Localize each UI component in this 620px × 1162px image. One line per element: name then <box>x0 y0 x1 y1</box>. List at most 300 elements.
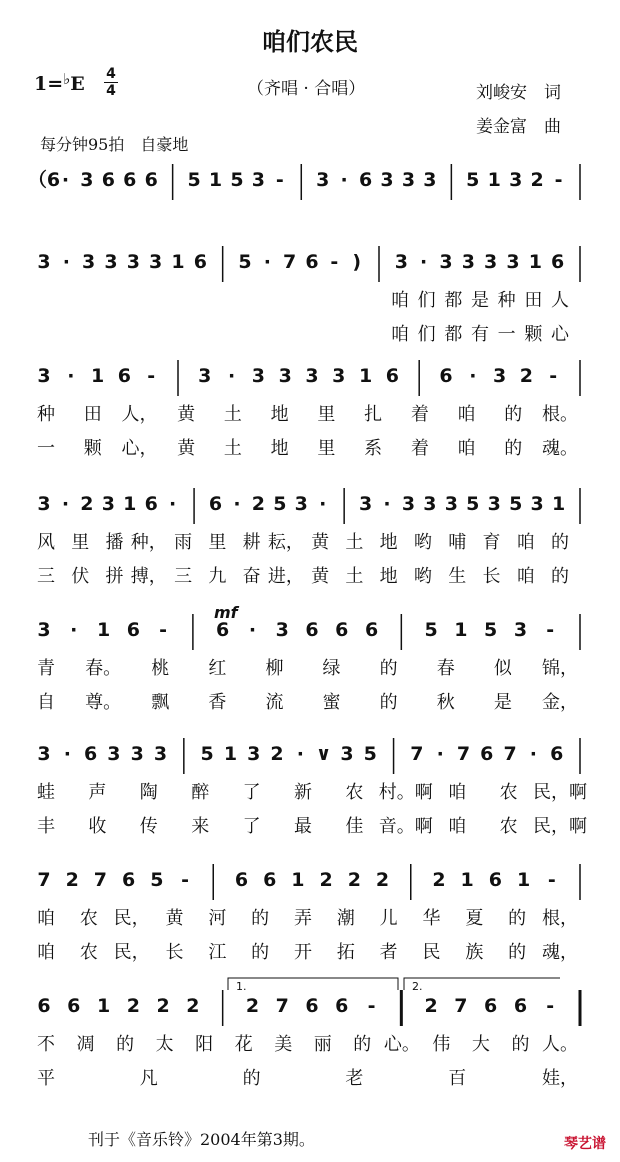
lyric-verse2: 百 <box>448 1068 467 1089</box>
volta-second-bracket <box>404 978 560 990</box>
note: 3 <box>332 365 346 387</box>
note: 3 <box>153 743 168 765</box>
note: - <box>546 619 555 641</box>
lyric-verse1: 的 <box>504 404 523 425</box>
note: · <box>70 619 78 641</box>
note: · <box>469 365 477 387</box>
note: 7 <box>410 743 424 765</box>
note: 5 <box>484 619 498 641</box>
lyric-verse1: 河 <box>208 908 227 929</box>
note: 6 <box>193 251 207 273</box>
lyric-verse2: 丰 <box>37 816 55 837</box>
lyric-verse2: 民，啊 <box>533 816 587 837</box>
lyric-verse1: 蛙 <box>37 782 55 803</box>
note: （6 <box>27 169 61 191</box>
note: 6 <box>335 995 349 1017</box>
note: · <box>248 619 257 641</box>
note: 3 <box>198 365 212 387</box>
lyric-verse2: 农 <box>79 942 98 963</box>
note: 3 <box>401 169 416 191</box>
lyric-verse2: 音。啊 <box>378 816 433 837</box>
lyric-verse1: 里 <box>71 532 90 553</box>
note: - <box>549 365 558 387</box>
lyric-verse2: 的 <box>251 942 270 963</box>
lyric-verse1: 青 <box>37 658 55 679</box>
note: 1 <box>171 251 185 273</box>
note: 1 <box>551 493 566 515</box>
note: 5 <box>424 619 438 641</box>
note: 3 <box>37 365 51 387</box>
note: 6 <box>144 169 158 191</box>
note: 1 <box>96 619 111 641</box>
note: 1 <box>487 169 501 191</box>
note: 3 <box>37 493 51 515</box>
lyric-verse2: 地 <box>270 438 289 459</box>
note: 3 <box>492 365 507 387</box>
page-title: 咱们农民 <box>262 27 358 56</box>
lyric-verse1: 弄 <box>294 908 312 929</box>
lyric-verse1: 农 <box>345 782 364 803</box>
lyric-verse1: 种 <box>37 404 55 425</box>
note: 5 <box>150 869 164 891</box>
lyric-verse2: 蜜 <box>322 692 341 713</box>
note: 3 <box>80 169 94 191</box>
lyric-verse1: 人 <box>551 290 569 311</box>
note: 6 <box>305 251 319 273</box>
lyric-verse1: 风 <box>37 532 55 553</box>
note: 7 <box>503 743 517 765</box>
lyric-verse2: 们 <box>417 324 436 345</box>
lyric-verse2: 魂， <box>542 942 578 963</box>
note: 3 <box>444 493 458 515</box>
lyric-verse2: 三 <box>174 566 193 587</box>
lyric-verse2: 咱 <box>391 324 409 345</box>
note: · <box>233 493 241 515</box>
lyric-verse2: 来 <box>191 816 210 837</box>
lyric-verse2: 着 <box>410 438 429 459</box>
note: · <box>61 493 70 515</box>
lyric-verse2: 佳 <box>345 816 364 837</box>
lyric-verse1: 伟 <box>432 1034 451 1055</box>
lyric-verse1: 桃 <box>151 658 170 679</box>
note: 3 <box>509 169 523 191</box>
lyric-verse1: 心。 <box>383 1034 420 1055</box>
note: 6 <box>488 869 502 891</box>
note: 3 <box>305 365 319 387</box>
note: 2 <box>251 493 266 515</box>
note: 3 <box>340 743 354 765</box>
lyric-verse2: 九 <box>208 566 227 587</box>
note: 6 <box>208 493 223 515</box>
lyric-verse1: 新 <box>294 782 312 803</box>
note: 2 <box>126 995 140 1017</box>
lyric-verse2: 土 <box>345 566 364 587</box>
publication-note: 刊于《音乐铃》2004年第3期。 <box>88 1130 315 1149</box>
note: 3 <box>487 493 501 515</box>
lyric-verse2: 颗 <box>83 438 102 459</box>
note: 6 <box>117 365 132 387</box>
lyric-verse1: 美 <box>274 1034 293 1055</box>
lyric-verse1: 的 <box>379 658 398 679</box>
lyric-verse2: 自 <box>37 692 55 713</box>
lyric-verse1: 里 <box>208 532 227 553</box>
lyric-verse2: 民， <box>113 942 150 963</box>
note: 6 <box>305 995 319 1017</box>
lyric-verse1: 陶 <box>139 782 158 803</box>
note: 2 <box>186 995 200 1017</box>
note: ) <box>352 251 362 273</box>
note: 1 <box>208 169 223 191</box>
note: 6 <box>83 743 98 765</box>
note: · <box>169 493 177 515</box>
note: 1 <box>291 869 305 891</box>
note: 2 <box>432 869 446 891</box>
note: - <box>181 869 189 891</box>
lyric-verse2: 的 <box>379 692 398 713</box>
lyric-verse2: 土 <box>223 438 242 459</box>
note: 3 <box>126 251 140 273</box>
time-bottom: 4 <box>106 83 116 99</box>
note: 3 <box>278 365 292 387</box>
lyric-verse1: 大 <box>471 1034 490 1055</box>
lyric-verse2: 流 <box>265 692 284 713</box>
lyric-verse2: 奋 <box>242 566 261 587</box>
lyric-verse2: 一 <box>37 438 55 459</box>
note: 6 <box>551 251 565 273</box>
note: 3 <box>294 493 308 515</box>
note: 2 <box>375 869 390 891</box>
lyric-verse2: 了 <box>242 816 261 837</box>
lyric-verse2: 哟 <box>413 566 432 587</box>
lyric-verse1: 种 <box>497 290 516 311</box>
note: 3 <box>513 619 528 641</box>
lyric-verse1: 着 <box>410 404 429 425</box>
lyric-verse2: 长 <box>482 566 501 587</box>
lyric-verse2: 凡 <box>139 1068 158 1089</box>
lyric-verse2: 的 <box>242 1068 261 1089</box>
note: - <box>546 995 555 1017</box>
lyric-verse1: 绿 <box>322 658 341 679</box>
lyric-verse1: 潮 <box>336 908 355 929</box>
note: 6 <box>513 995 528 1017</box>
lyric-verse1: 们 <box>417 290 436 311</box>
note: 6 <box>385 365 400 387</box>
lyric-verse1: 似 <box>493 658 512 679</box>
lyric-verse2: 族 <box>465 942 484 963</box>
volta-first-bracket <box>228 978 398 990</box>
lyric-verse1: 儿 <box>379 908 398 929</box>
note: 3 <box>37 619 51 641</box>
lyric-verse2: 系 <box>364 438 383 459</box>
lyric-verse1: 农 <box>499 782 518 803</box>
note: · <box>436 743 444 765</box>
lyric-verse2: 尊。 <box>85 692 122 713</box>
note: · <box>383 493 391 515</box>
lyric-verse1: 醉 <box>191 782 210 803</box>
lyric-verse1: 凋 <box>76 1034 95 1055</box>
lyric-verse2: 飘 <box>151 692 170 713</box>
note: - <box>275 169 284 191</box>
lyric-verse2: 生 <box>448 566 467 587</box>
note: 3 <box>37 251 51 273</box>
brand-logo: 琴艺谱 <box>564 1136 606 1152</box>
note: 3 <box>149 251 163 273</box>
note: 1 <box>96 995 111 1017</box>
lyricist-credit: 刘峻安 词 <box>476 83 561 103</box>
lyric-verse2: 娃， <box>542 1068 578 1089</box>
lyric-verse1: 育 <box>482 532 501 553</box>
note: 6 <box>550 743 564 765</box>
note: 6 <box>305 619 319 641</box>
lyric-verse2: 农 <box>499 816 518 837</box>
note: 3 <box>380 169 394 191</box>
time-top: 4 <box>106 66 116 82</box>
note: · <box>61 169 70 191</box>
note: 3 <box>484 251 498 273</box>
note: 1 <box>528 251 542 273</box>
note: 3 <box>107 743 121 765</box>
lyric-verse1: 华 <box>422 908 441 929</box>
note: 5 <box>273 493 287 515</box>
lyric-verse2: 民 <box>422 942 441 963</box>
lyric-verse1: 种， <box>130 532 167 553</box>
lyric-verse1: 了 <box>242 782 261 803</box>
lyric-verse2: 秋 <box>436 692 455 713</box>
lyric-verse1: 民， <box>113 908 150 929</box>
note: 7 <box>454 995 468 1017</box>
note: - <box>367 995 376 1017</box>
note: 1 <box>460 869 474 891</box>
note: 6 <box>439 365 453 387</box>
note: 6 <box>480 743 494 765</box>
note: 6 <box>234 869 249 891</box>
lyric-verse1: 地 <box>379 532 398 553</box>
lyric-verse1: 黄 <box>177 404 196 425</box>
lyric-verse2: 咱 <box>516 566 535 587</box>
note: 5 <box>230 169 244 191</box>
note: 2 <box>519 365 534 387</box>
note: 2 <box>65 869 79 891</box>
lyric-verse1: 柳 <box>265 658 284 679</box>
lyric-verse2: 黄 <box>177 438 196 459</box>
note: 3 <box>394 251 408 273</box>
lyric-verse2: 拓 <box>336 942 355 963</box>
note: 2 <box>347 869 361 891</box>
note: 5 <box>187 169 201 191</box>
lyric-verse2: 收 <box>88 816 107 837</box>
lyric-verse2: 三 <box>37 566 55 587</box>
lyric-verse1: 的 <box>511 1034 530 1055</box>
note: · <box>296 743 304 765</box>
note: 6 <box>37 995 51 1017</box>
lyric-verse1: 人， <box>121 404 158 425</box>
lyric-verse1: 地 <box>270 404 289 425</box>
note: 3 <box>251 169 266 191</box>
note: 3 <box>101 493 115 515</box>
lyric-verse2: 长 <box>165 942 184 963</box>
note: 2 <box>424 995 438 1017</box>
lyric-verse1: 的 <box>116 1034 135 1055</box>
lyric-verse1: 丽 <box>313 1034 332 1055</box>
lyric-verse2: 魂。 <box>542 438 578 459</box>
lyric-verse1: 夏 <box>465 908 484 929</box>
lyric-verse2: 传 <box>139 816 158 837</box>
note: 3 <box>316 169 330 191</box>
lyric-verse2: 最 <box>294 816 312 837</box>
note: 6 <box>484 995 498 1017</box>
note: 1 <box>454 619 468 641</box>
note: 5 <box>509 493 523 515</box>
note: · <box>263 251 271 273</box>
lyric-verse2: 心， <box>121 438 158 459</box>
note: 2 <box>245 995 260 1017</box>
note: 6 <box>216 619 230 641</box>
flat-symbol: ♭ <box>63 70 71 88</box>
lyric-verse1: 咱 <box>37 908 55 929</box>
note: 5 <box>466 169 480 191</box>
key-prefix: 1= <box>34 73 64 95</box>
lyric-verse2: 颗 <box>524 324 543 345</box>
lyric-verse2: 老 <box>345 1068 364 1089</box>
note: 3 <box>461 251 475 273</box>
note: 3 <box>130 743 144 765</box>
note: 2 <box>319 869 333 891</box>
note: 5 <box>200 743 214 765</box>
note: 3 <box>401 493 416 515</box>
note: 6 <box>144 493 158 515</box>
note: 3 <box>104 251 118 273</box>
lyric-verse2: 进， <box>267 566 304 587</box>
lyric-verse2: 的 <box>508 942 527 963</box>
note: - <box>330 251 339 273</box>
note: 3 <box>530 493 544 515</box>
lyric-verse1: 的 <box>353 1034 372 1055</box>
lyric-verse1: 咱 <box>457 404 476 425</box>
lyric-verse2: 咱 <box>448 816 467 837</box>
lyric-verse2: 里 <box>317 438 336 459</box>
lyric-verse1: 声 <box>88 782 107 803</box>
lyric-verse1: 花 <box>234 1034 253 1055</box>
lyric-verse2: 的 <box>551 566 569 587</box>
note: 7 <box>283 251 297 273</box>
note: 6 <box>364 619 379 641</box>
lyric-verse1: 田 <box>83 404 102 425</box>
lyric-verse2: 开 <box>294 942 312 963</box>
note: - <box>547 869 556 891</box>
lyric-verse1: 是 <box>471 290 489 311</box>
lyric-verse1: 咱 <box>516 532 535 553</box>
note: · <box>67 365 75 387</box>
lyric-verse1: 黄 <box>311 532 330 553</box>
lyric-verse1: 村。啊 <box>378 782 433 803</box>
note: 1 <box>516 869 531 891</box>
note: ∨ <box>315 743 332 765</box>
note: 2 <box>156 995 170 1017</box>
lyric-verse2: 香 <box>208 692 227 713</box>
lyric-verse1: 红 <box>208 658 227 679</box>
note: 3 <box>423 493 437 515</box>
lyric-verse1: 不 <box>37 1034 55 1055</box>
note: 6 <box>335 619 349 641</box>
key-letter: E <box>70 73 85 95</box>
note: 2 <box>80 493 94 515</box>
note: 1 <box>90 365 105 387</box>
note: · <box>319 493 327 515</box>
note: 6 <box>123 169 137 191</box>
note: 3 <box>439 251 453 273</box>
tempo-marking: 每分钟95拍 自豪地 <box>40 135 189 154</box>
note: 2 <box>530 169 544 191</box>
note: 5 <box>466 493 480 515</box>
volta-first-label: 1. <box>236 980 247 993</box>
note: 5 <box>238 251 252 273</box>
lyric-verse1: 民，啊 <box>533 782 587 803</box>
note: 5 <box>363 743 377 765</box>
lyric-verse2: 咱 <box>37 942 55 963</box>
lyric-verse1: 春。 <box>85 658 122 679</box>
lyric-verse1: 土 <box>223 404 242 425</box>
note: 6 <box>358 169 373 191</box>
lyric-verse1: 的 <box>551 532 569 553</box>
note: 3 <box>82 251 96 273</box>
note: 6 <box>101 169 115 191</box>
note: 7 <box>37 869 51 891</box>
lyric-verse2: 心 <box>551 324 569 345</box>
note: 1 <box>223 743 238 765</box>
lyric-verse1: 里 <box>317 404 336 425</box>
note: · <box>529 743 538 765</box>
note: 6 <box>263 869 277 891</box>
lyric-verse2: 是 <box>493 692 512 713</box>
lyric-verse1: 咱 <box>391 290 409 311</box>
lyric-verse2: 有 <box>471 324 489 345</box>
lyric-verse1: 哟 <box>413 532 432 553</box>
note: 1 <box>358 365 373 387</box>
lyric-verse1: 哺 <box>448 532 467 553</box>
note: - <box>554 169 563 191</box>
lyric-verse2: 平 <box>37 1068 55 1089</box>
volta-second-label: 2. <box>412 980 423 993</box>
note: 3 <box>251 365 266 387</box>
note: 6 <box>67 995 81 1017</box>
lyric-verse2: 金， <box>542 692 578 713</box>
note: 3 <box>37 743 51 765</box>
composer-credit: 姜金富 曲 <box>476 117 561 137</box>
lyric-verse1: 田 <box>524 290 543 311</box>
lyric-verse1: 春 <box>436 658 455 679</box>
lyric-verse1: 土 <box>345 532 364 553</box>
lyric-verse2: 咱 <box>457 438 476 459</box>
lyric-verse1: 的 <box>251 908 270 929</box>
lyric-verse2: 的 <box>504 438 523 459</box>
note: - <box>147 365 156 387</box>
lyric-verse1: 扎 <box>364 404 383 425</box>
note: 6 <box>126 619 140 641</box>
note: 7 <box>275 995 289 1017</box>
lyric-verse2: 者 <box>379 942 398 963</box>
lyric-verse1: 黄 <box>165 908 184 929</box>
lyric-verse2: 都 <box>444 324 463 345</box>
lyric-verse1: 耘， <box>267 532 304 553</box>
note: 3 <box>358 493 373 515</box>
lyric-verse2: 黄 <box>311 566 330 587</box>
lyric-verse1: 的 <box>508 908 527 929</box>
performance-style: （齐唱 · 合唱） <box>247 79 366 99</box>
note: 3 <box>506 251 520 273</box>
lyric-verse1: 农 <box>79 908 98 929</box>
note: · <box>227 365 236 387</box>
note: · <box>62 251 70 273</box>
